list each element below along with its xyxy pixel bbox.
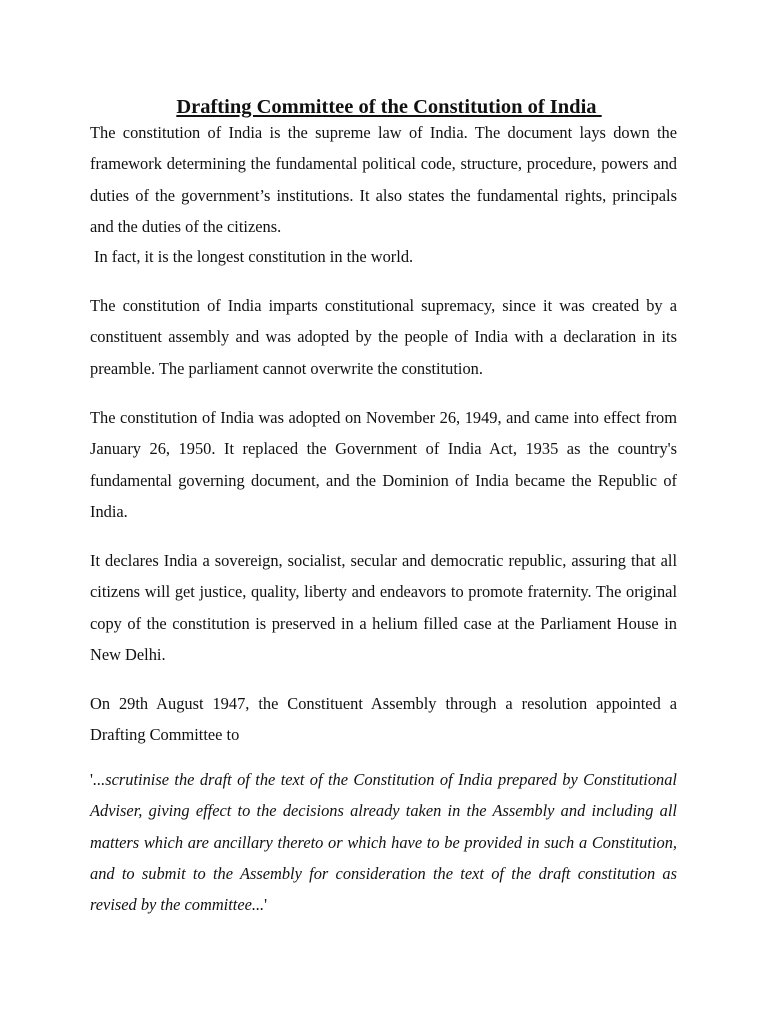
paragraph-supreme-law: The constitution of India is the supreme law of India. The document lays down the framework determining the fundamental political code, structure, procedure, powers and duties of the government’s institutions. It also states the fundamental rights, principals and the duties of the citizens. [90, 123, 677, 236]
paragraph-drafting-committee: On 29th August 1947, the Constituent Assembly through a resolution appointed a Drafting Committee to [90, 694, 677, 745]
quote-text: ...scrutinise the draft of the text of the Constitution of India prepared by Constitutional Adviser, giving effect to the decisions already taken in the Assembly and including all matters which are ancillary thereto or which have to be provided in such a Constitution, and to submit to the Assembly for consideration the text of the draft constitution as revised by the committee... [90, 770, 677, 915]
paragraph-longest-constitution: In fact, it is the longest constitution in the world. [94, 247, 414, 266]
paragraph-sovereign-republic: It declares India a sovereign, socialist, secular and democratic republic, assuring that all citizens will get justice, quality, liberty and endeavors to promote fraternity. The original copy of the constitution is preserved in a helium filled case at the Parliament House in New Delhi. [90, 551, 677, 664]
quotation-block [90, 764, 677, 920]
quote-close-mark: ' [264, 895, 268, 915]
paragraph-adoption-dates: The constitution of India was adopted on November 26, 1949, and came into effect from January 26, 1950. It replaced the Government of India Act, 1935 as the country's fundamental governing document, and the Dominion of India became the Republic of India. [90, 408, 677, 521]
paragraph-constitutional-supremacy: The constitution of India imparts constitutional supremacy, since it was created by a constituent assembly and was adopted by the people of India with a declaration in its preamble. The parliament cannot overwrite the constitution. [90, 296, 677, 378]
document-title: Drafting Committee of the Constitution of India [176, 96, 602, 118]
quote-open-mark: ' [90, 770, 93, 789]
